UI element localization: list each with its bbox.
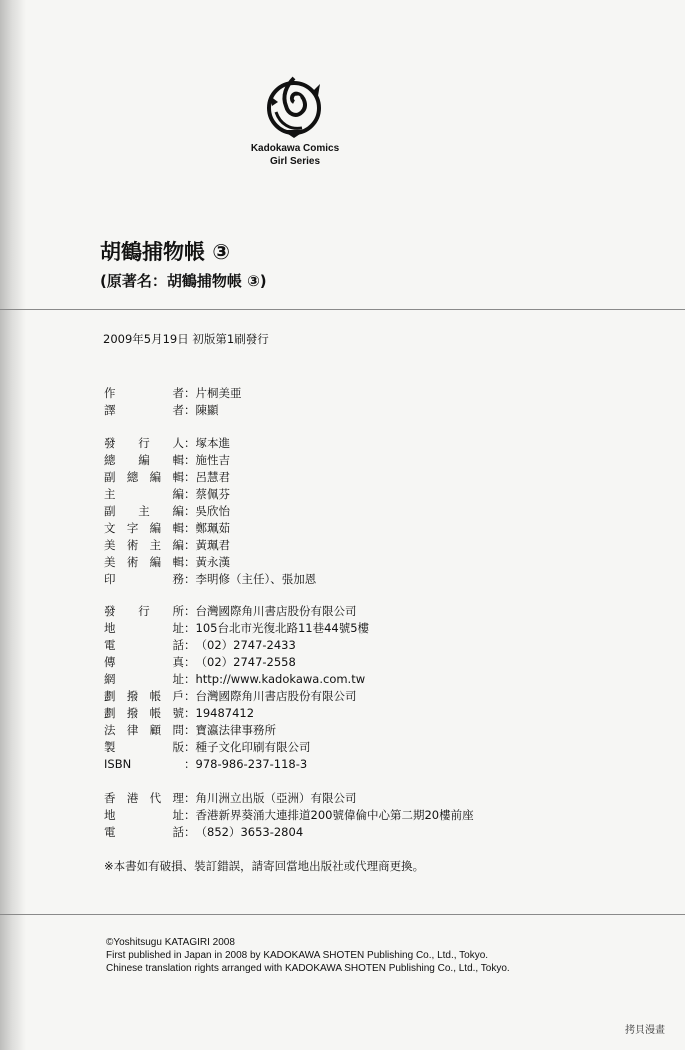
credit-label: 作者 [104, 386, 184, 400]
publisher-row: 地址：105台北市光復北路11巷44號5樓 [104, 621, 370, 635]
hk-row: 香港代理：角川洲立出版（亞洲）有限公司 [104, 791, 357, 805]
copyright-line: Chinese translation rights arranged with KADOKAWA SHOTEN Publishing Co., Ltd., Tokyo. [106, 963, 510, 974]
credit-row: 發行人：塚本進 [104, 436, 230, 450]
hk-row: 電話：（852）3653-2804 [104, 825, 304, 839]
publisher-value: 978-986-237-118-3 [195, 757, 308, 771]
hk-label: 香港代理 [104, 791, 184, 805]
credit-label: 總編輯 [104, 453, 184, 467]
credit-label: 印務 [104, 572, 184, 586]
publisher-row: 電話：（02）2747-2433 [104, 638, 296, 652]
credit-value: 陳顯 [195, 403, 219, 417]
publisher-value: （02）2747-2433 [195, 638, 296, 652]
credit-row: 作者：片桐美亜 [104, 386, 242, 400]
publisher-value: （02）2747-2558 [195, 655, 296, 669]
credit-row: 主編：蔡佩芬 [104, 487, 230, 501]
original-title: (原著名：胡鶴捕物帳 ③) [100, 272, 267, 290]
credit-row: 美術主編：黃珮君 [104, 538, 230, 552]
hk-label: 電話 [104, 825, 184, 839]
publisher-label: 地址 [104, 621, 184, 635]
hk-row: 地址：香港新界葵涌大連排道200號偉倫中心第二期20樓前座 [104, 808, 474, 822]
publisher-row: 法律顧問：寶瀛法律事務所 [104, 723, 276, 737]
credit-value: 吳欣怡 [195, 504, 230, 518]
copyright-line: First published in Japan in 2008 by KADOKAWA SHOTEN Publishing Co., Ltd., Tokyo. [106, 950, 489, 961]
publisher-row: 製版：種子文化印刷有限公司 [104, 740, 311, 754]
credit-value: 李明修（主任）、張加恩 [195, 572, 317, 586]
credit-label: 主編 [104, 487, 184, 501]
credit-value: 施性吉 [195, 453, 230, 467]
credit-label: 美術主編 [104, 538, 184, 552]
publisher-value: 105台北市光復北路11巷44號5樓 [195, 621, 370, 635]
credit-row: 文字編輯：鄭珮茹 [104, 521, 230, 535]
hk-value: 香港新界葵涌大連排道200號偉倫中心第二期20樓前座 [195, 808, 474, 822]
brand-line-1: Kadokawa Comics [250, 143, 340, 154]
publisher-label: 製版 [104, 740, 184, 754]
credit-value: 黃永漢 [195, 555, 230, 569]
credit-value: 呂慧君 [195, 470, 230, 484]
credit-value: 蔡佩芬 [195, 487, 230, 501]
credit-label: 發行人 [104, 436, 184, 450]
phoenix-logo-icon [262, 72, 326, 142]
credit-row: 譯者：陳顯 [104, 403, 219, 417]
hk-label: 地址 [104, 808, 184, 822]
publisher-value: 寶瀛法律事務所 [195, 723, 276, 737]
publisher-value: http://www.kadokawa.com.tw [195, 672, 366, 686]
credit-value: 片桐美亜 [195, 386, 242, 400]
book-title: 胡鶴捕物帳 ③ [100, 240, 231, 264]
credit-label: 副主編 [104, 504, 184, 518]
credit-row: 副總編輯：呂慧君 [104, 470, 230, 484]
publisher-label: 劃撥帳戶 [104, 689, 184, 703]
publisher-label: 發行所 [104, 604, 184, 618]
divider-bottom [0, 914, 685, 915]
publisher-value: 19487412 [195, 706, 255, 720]
brand-label [234, 142, 356, 168]
publisher-row: 劃撥帳號：19487412 [104, 706, 255, 720]
publisher-label: 網址 [104, 672, 184, 686]
hk-value: （852）3653-2804 [195, 825, 304, 839]
publisher-row: ISBN ：978-986-237-118-3 [104, 757, 308, 771]
credit-label: 美術編輯 [104, 555, 184, 569]
hk-value: 角川洲立出版（亞洲）有限公司 [195, 791, 357, 805]
publisher-label: ISBN [104, 757, 132, 771]
publisher-label: 傳真 [104, 655, 184, 669]
copyright-line: ©Yoshitsugu KATAGIRI 2008 [106, 937, 235, 948]
damage-notice: ※本書如有破損、裝訂錯誤，請寄回當地出版社或代理商更換。 [104, 859, 425, 873]
credit-label: 文字編輯 [104, 521, 184, 535]
credit-label: 譯者 [104, 403, 184, 417]
credit-row: 印務：李明修（主任）、張加恩 [104, 572, 317, 586]
watermark: 拷貝漫畫 [625, 1025, 665, 1036]
publisher-label: 電話 [104, 638, 184, 652]
credit-value: 塚本進 [195, 436, 230, 450]
credit-row: 美術編輯：黃永漢 [104, 555, 230, 569]
credit-row: 副主編：吳欣怡 [104, 504, 230, 518]
credit-row: 總編輯：施性吉 [104, 453, 230, 467]
publisher-value: 種子文化印刷有限公司 [195, 740, 311, 754]
publisher-row: 網址：http://www.kadokawa.com.tw [104, 672, 366, 686]
publish-date: 2009年5月19日 初版第1刷發行 [103, 332, 269, 346]
publisher-row: 劃撥帳戶：台灣國際角川書店股份有限公司 [104, 689, 357, 703]
credit-value: 鄭珮茹 [195, 521, 230, 535]
brand-line-2: Girl Series [269, 156, 321, 167]
publisher-value: 台灣國際角川書店股份有限公司 [195, 604, 357, 618]
publisher-label: 法律顧問 [104, 723, 184, 737]
credit-value: 黃珮君 [195, 538, 230, 552]
publisher-value: 台灣國際角川書店股份有限公司 [195, 689, 357, 703]
book-spine-shadow [0, 0, 26, 1050]
divider-top [0, 309, 685, 310]
publisher-row: 發行所：台灣國際角川書店股份有限公司 [104, 604, 357, 618]
credit-label: 副總編輯 [104, 470, 184, 484]
publisher-label: 劃撥帳號 [104, 706, 184, 720]
publisher-row: 傳真：（02）2747-2558 [104, 655, 296, 669]
